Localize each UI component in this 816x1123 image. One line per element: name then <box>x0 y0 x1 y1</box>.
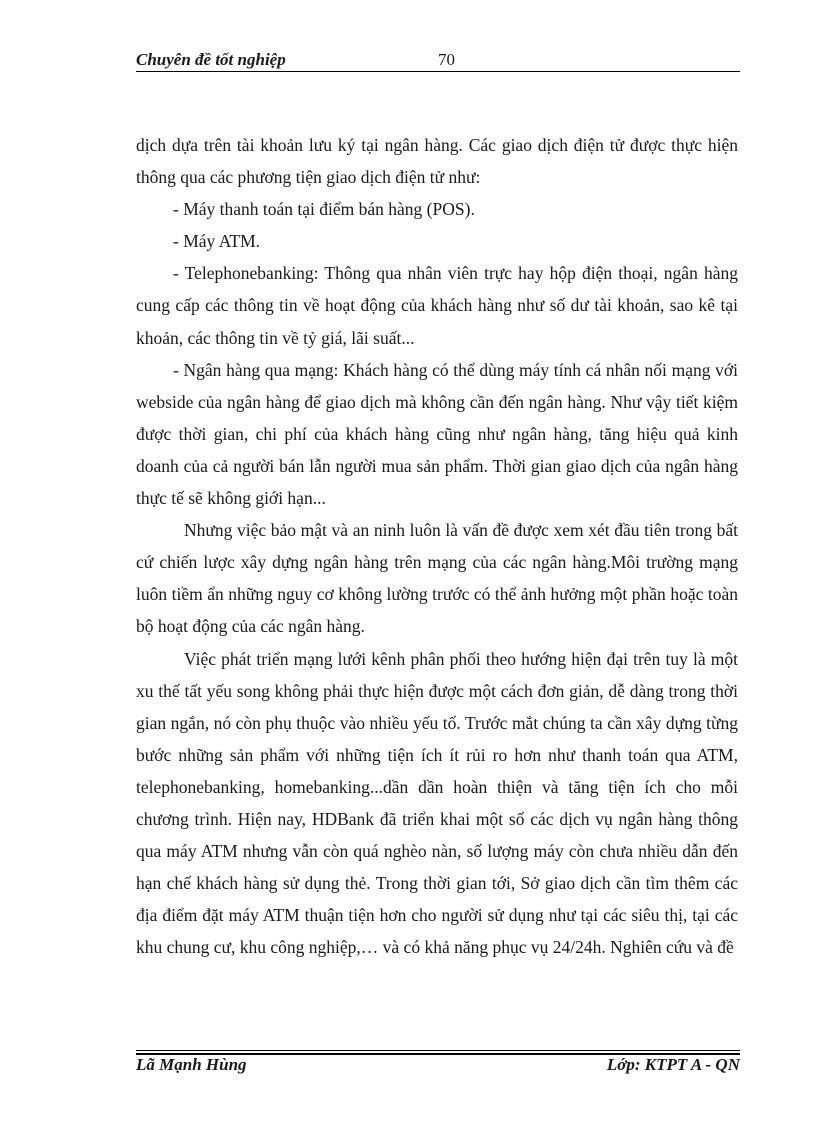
list-item: - Telephonebanking: Thông qua nhân viên trực hay hộp điện thoại, ngân hàng cung cấp các thông tin về hoạt động của khách hàng như số dư tài khoản, sao kê tại khoản, các thông tin về tỷ giá, lãi suất... <box>136 263 738 348</box>
paragraph: Nhưng việc bảo mật và an ninh luôn là vấn đề được xem xét đầu tiên trong bất cứ chiến lược xây dựng ngân hàng trên mạng của các ngân hàng.Môi trường mạng luôn tiềm ẩn những nguy cơ không lường trước có thể ảnh hưởng một phần hoặc toàn bộ hoạt động của các ngân hàng. <box>136 520 738 637</box>
header-title: Chuyên đề tốt nghiệp <box>136 50 286 69</box>
footer-class: Lớp: KTPT A - QN <box>606 1055 740 1074</box>
page-number: 70 <box>438 50 455 69</box>
list-item: - Máy ATM. <box>173 231 261 252</box>
document-body <box>136 129 738 963</box>
paragraph: dịch dựa trên tài khoản lưu ký tại ngân hàng. Các giao dịch điện tử được thực hiện thông qua các phương tiện giao dịch điện tử như: <box>136 135 738 188</box>
page-header <box>136 49 740 72</box>
list-item: - Máy thanh toán tại điểm bán hàng (POS). <box>173 199 475 220</box>
paragraph: Việc phát triển mạng lưới kênh phân phối theo hướng hiện đại trên tuy là một xu thế tất yếu song không phải thực hiện được một cách đơn giản, dễ dàng trong thời gian ngắn, nó còn phụ thuộc vào nhiều yếu tố. Trước mắt chúng ta cần xây dựng từng bước những sản phẩm với những tiện ích ít rủi ro hơn như thanh toán qua ATM, telephonebanking, homebanking...dần dần hoàn thiện và tăng tiện ích cho mỗi chương trình. Hiện nay, HDBank đã triển khai một số các dịch vụ ngân hàng thông qua máy ATM nhưng vẫn còn quá nghèo nàn, số lượng máy còn chưa nhiều dẫn đến hạn chế khách hàng sử dụng thẻ. Trong thời gian tới, Sở giao dịch cần tìm thêm các địa điểm đặt máy ATM thuận tiện hơn cho người sử dụng như tại các siêu thị, tại các khu chung cư, khu công nghiệp,… và có khả năng phục vụ 24/24h. Nghiên cứu và đề <box>136 648 738 958</box>
footer-divider <box>136 1050 740 1051</box>
footer-author: Lã Mạnh Hùng <box>136 1055 247 1074</box>
list-item: - Ngân hàng qua mạng: Khách hàng có thể dùng máy tính cá nhân nối mạng với webside của ngân hàng để giao dịch mà không cần đến ngân hàng. Như vậy tiết kiệm được thời gian, chi phí của khách hàng cũng như ngân hàng, tăng hiệu quả kinh doanh của cả người bán lẫn người mua sản phẩm. Thời gian giao dịch của ngân hàng thực tế sẽ không giới hạn... <box>136 359 738 509</box>
